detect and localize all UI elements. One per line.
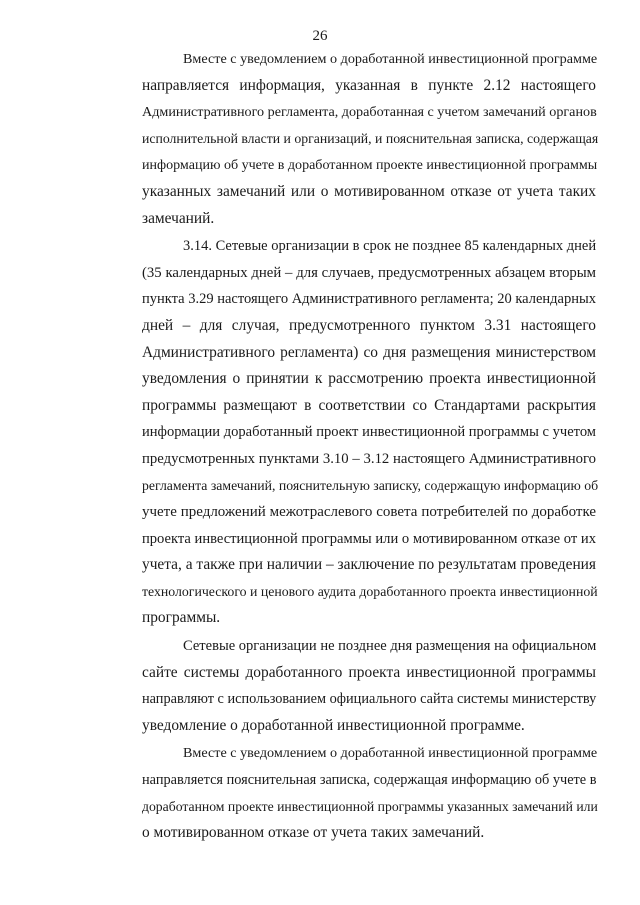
text-line: проекта инвестиционной программы или о мотивированном отказе от их: [142, 530, 596, 547]
text-line: пункта 3.29 настоящего Административного регламента; 20 календарных: [142, 291, 596, 308]
text-line: указанных замечаний или о мотивированном отказе от учета таких: [142, 182, 596, 200]
text-line: исполнительной власти и организаций, и пояснительная записка, содержащая: [142, 130, 599, 146]
text-line: программы.: [142, 609, 221, 627]
text-line: Вместе с уведомлением о доработанной инвестиционной программе: [183, 745, 598, 762]
text-line: программы размещают в соответствии со Стандартами раскрытия: [142, 396, 596, 414]
text-line: (35 календарных дней – для случаев, предусмотренных абзацем вторым: [142, 264, 596, 281]
text-line: доработанном проекте инвестиционной программы указанных замечаний или: [142, 798, 598, 814]
text-line: сайте системы доработанного проекта инвестиционной программы: [142, 663, 596, 681]
text-line: замечаний.: [142, 209, 215, 227]
text-line: дней – для случая, предусмотренного пунктом 3.31 настоящего: [142, 316, 596, 334]
text-line: направляют с использованием официального сайта системы министерству: [142, 691, 597, 708]
text-line: Административного регламента) со дня размещения министерством: [142, 343, 596, 361]
text-line: 3.14. Сетевые организации в срок не позднее 85 календарных дней: [183, 238, 597, 255]
text-line: предусмотренных пунктами 3.10 – 3.12 настоящего Административного: [142, 450, 596, 467]
text-line: направляется информация, указанная в пункте 2.12 настоящего: [142, 76, 596, 94]
paragraph-3-14: [101, 233, 599, 632]
text-line: направляется пояснительная записка, содержащая информацию об учете в: [142, 772, 597, 789]
text-line: учете предложений межотраслевого совета потребителей по доработке: [142, 504, 596, 521]
text-line: информацию об учете в доработанном проекте инвестиционной программы: [142, 157, 598, 174]
text-line: регламента замечаний, пояснительную записку, содержащую информацию об: [142, 477, 599, 493]
page-number: 26: [312, 28, 328, 44]
paragraph-network-orgs: [101, 633, 596, 739]
text-line: Административного регламента, доработанная с учетом замечаний органов: [142, 104, 597, 121]
text-line: уведомления о принятии к рассмотрению проекта инвестиционной: [142, 370, 596, 388]
text-line: Сетевые организации не позднее дня размещения на официальном: [183, 638, 597, 655]
text-line: уведомление о доработанной инвестиционной программе.: [142, 716, 525, 734]
paragraph-explanatory-note: [101, 740, 596, 846]
text-line: технологического и ценового аудита доработанного проекта инвестиционной: [142, 583, 598, 599]
text-line: Вместе с уведомлением о доработанной инвестиционной программе: [183, 51, 598, 67]
text-line: информации доработанный проект инвестиционной программы с учетом: [142, 424, 596, 441]
text-line: о мотивированном отказе от учета таких замечаний.: [142, 824, 485, 842]
document-body: [101, 46, 599, 847]
text-line: учета, а также при наличии – заключение по результатам проведения: [142, 556, 596, 574]
paragraph-notification-info: [101, 46, 599, 232]
